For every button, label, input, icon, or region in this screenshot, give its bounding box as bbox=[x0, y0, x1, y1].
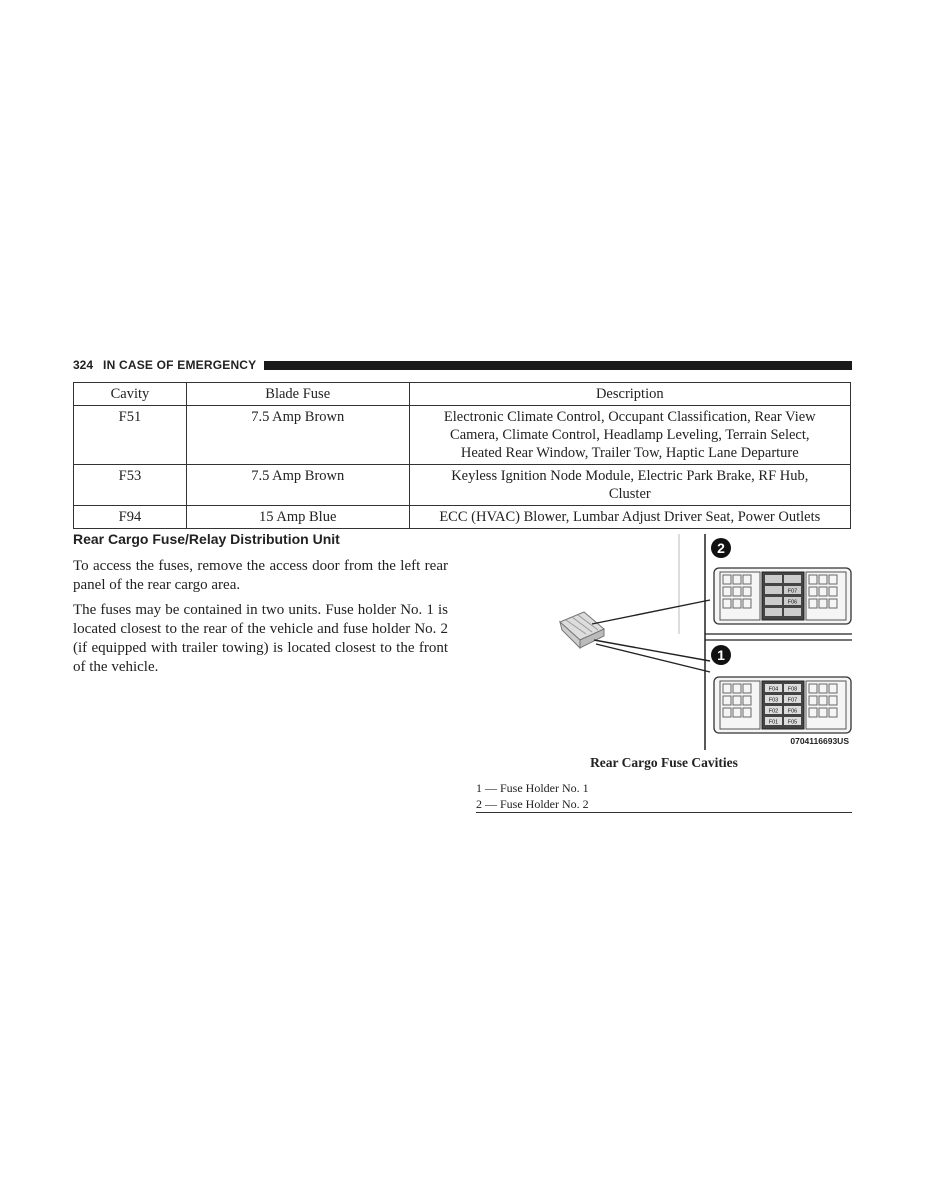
description-cell bbox=[409, 506, 850, 529]
body-paragraph: The fuses may be contained in two units. Fuse holder No. 1 is located closest to the rear of the vehicle and fuse holder No. 2 (if equipped with trailer towing) is located closest to the front of the vehicle. bbox=[73, 602, 448, 675]
body-paragraph: To access the fuses, remove the access door from the left rear panel of the rear cargo area. bbox=[73, 558, 448, 593]
fuse-label: F06 bbox=[787, 708, 798, 715]
fuse-label: F03 bbox=[768, 697, 779, 704]
section-heading: Rear Cargo Fuse/Relay Distribution Unit bbox=[73, 531, 340, 547]
description-line: Heated Rear Window, Trailer Tow, Haptic Lane Departure bbox=[460, 445, 799, 461]
callout-2-label: 2 bbox=[717, 540, 725, 556]
fuse-box-overview bbox=[560, 612, 604, 648]
rear-cargo-fuse-figure bbox=[476, 534, 852, 750]
legend-rule bbox=[476, 812, 852, 813]
legend-item: 1 — Fuse Holder No. 1 bbox=[476, 781, 589, 795]
legend-item: 2 — Fuse Holder No. 2 bbox=[476, 797, 589, 811]
fuse-label: F01 bbox=[768, 719, 779, 726]
page-header bbox=[73, 357, 852, 373]
description-line: Camera, Climate Control, Headlamp Leveling, Terrain Select, bbox=[450, 427, 810, 443]
column-header-description: Description bbox=[409, 383, 850, 406]
cavity-cell: F53 bbox=[74, 465, 187, 506]
description-cell bbox=[409, 465, 850, 506]
column-header-cavity: Cavity bbox=[74, 383, 187, 406]
fuse-holder-1 bbox=[714, 677, 851, 733]
fuse-table bbox=[73, 382, 851, 529]
leader-line bbox=[592, 600, 710, 624]
blade-fuse-cell: 7.5 Amp Brown bbox=[186, 406, 409, 465]
column-header-blade-fuse: Blade Fuse bbox=[186, 383, 409, 406]
description-cell bbox=[409, 406, 850, 465]
fuse-label: F06 bbox=[787, 599, 798, 606]
cavity-cell: F94 bbox=[74, 506, 187, 529]
callout-1-label: 1 bbox=[717, 647, 725, 663]
table-header-row bbox=[74, 383, 851, 406]
description-line: Cluster bbox=[608, 486, 651, 502]
fuse-label: F07 bbox=[787, 588, 798, 595]
cavity-cell: F51 bbox=[74, 406, 187, 465]
description-line: Electronic Climate Control, Occupant Classification, Rear View bbox=[443, 409, 816, 425]
fuse-label: F07 bbox=[787, 697, 798, 704]
fuse-label: F04 bbox=[768, 686, 779, 693]
fuse-label: F08 bbox=[787, 686, 798, 693]
description-line: ECC (HVAC) Blower, Lumbar Adjust Driver Seat, Power Outlets bbox=[439, 509, 821, 525]
description-line: Keyless Ignition Node Module, Electric Park Brake, RF Hub, bbox=[451, 468, 809, 484]
table-row bbox=[74, 506, 851, 529]
page-number: 324 bbox=[73, 358, 94, 372]
image-code: 0704116693US bbox=[790, 736, 849, 746]
table-row bbox=[74, 406, 851, 465]
blade-fuse-cell: 15 Amp Blue bbox=[186, 506, 409, 529]
fuse-label: F02 bbox=[768, 708, 779, 715]
figure-legend bbox=[476, 780, 852, 812]
fuse-label: F05 bbox=[787, 719, 798, 726]
fuse-holder-2 bbox=[714, 568, 851, 624]
figure-caption: Rear Cargo Fuse Cavities bbox=[590, 755, 738, 770]
blade-fuse-cell: 7.5 Amp Brown bbox=[186, 465, 409, 506]
table-row bbox=[74, 465, 851, 506]
section-running-title: IN CASE OF EMERGENCY bbox=[103, 358, 257, 372]
header-rule bbox=[264, 361, 852, 370]
